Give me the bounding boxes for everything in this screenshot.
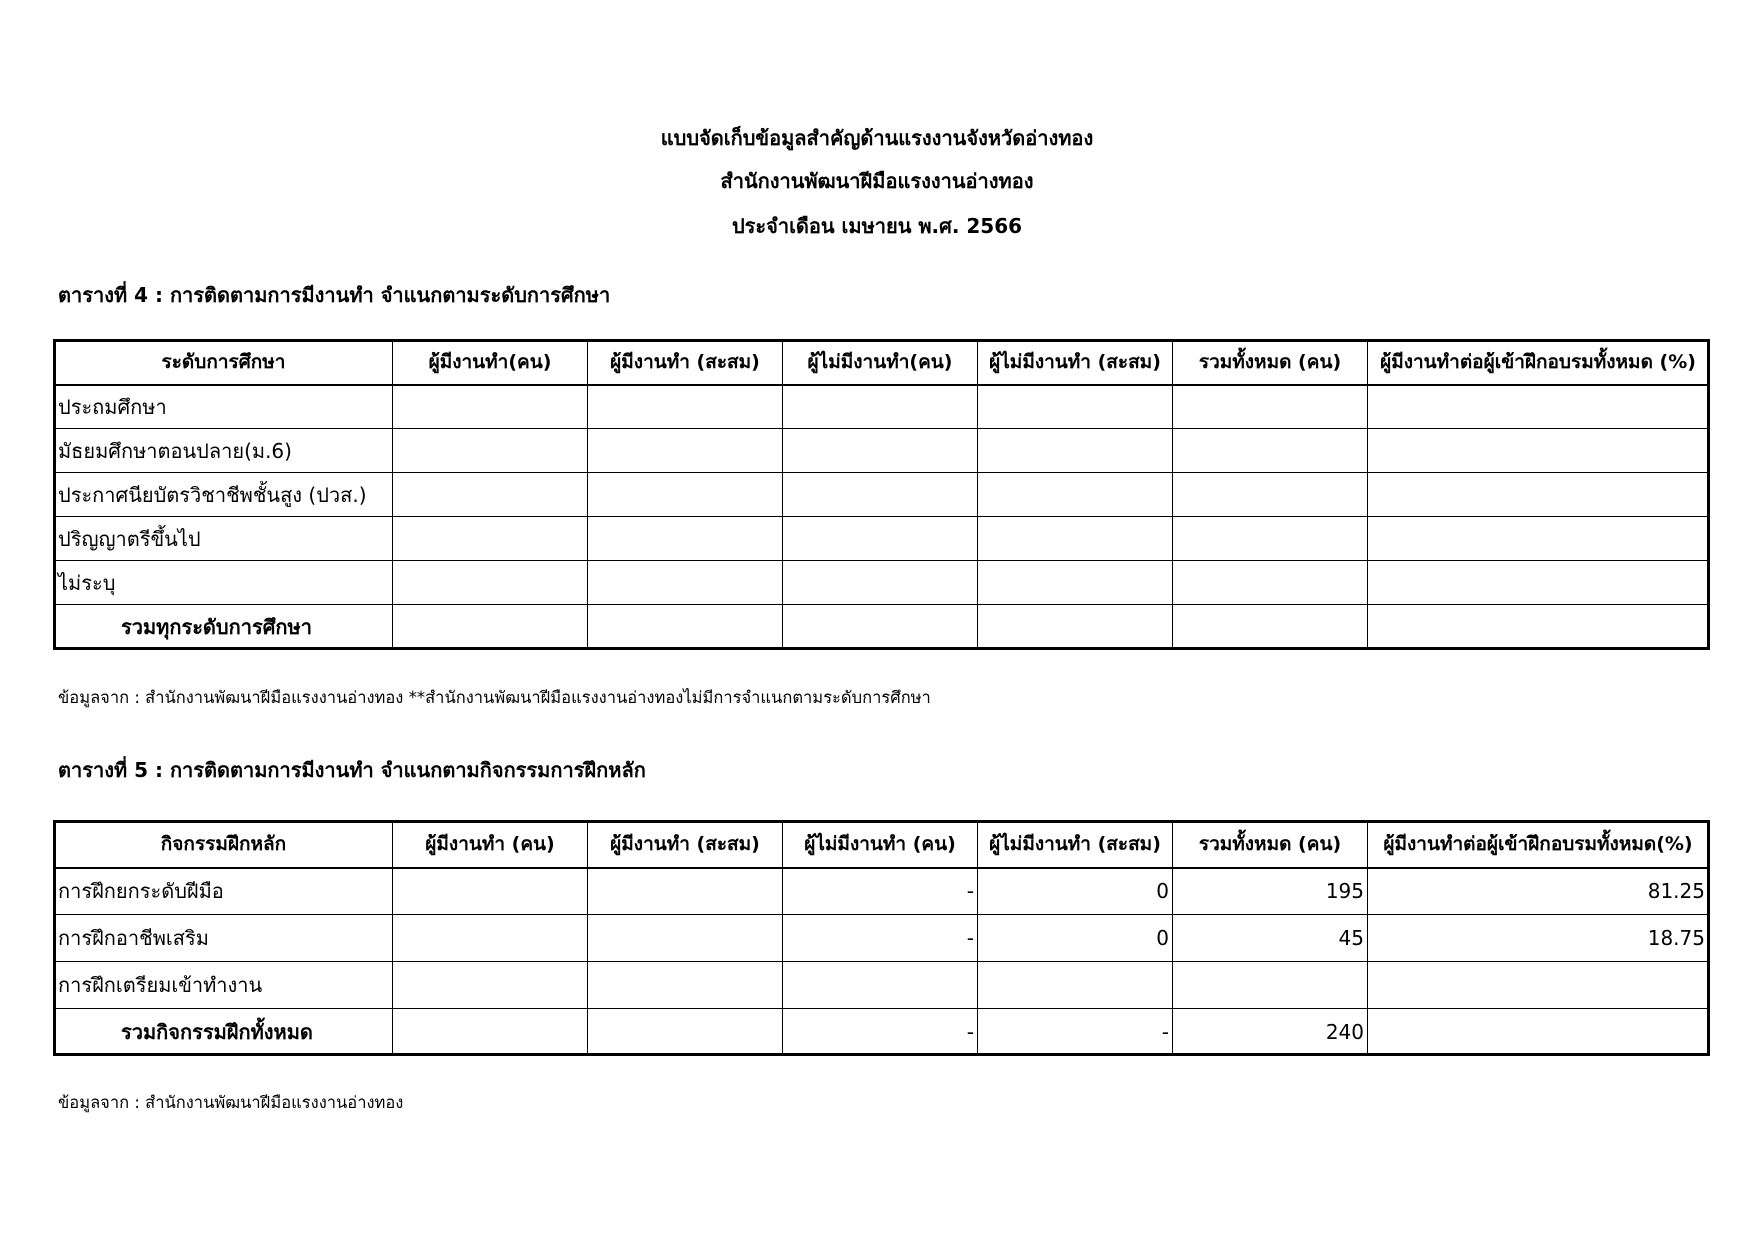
table-cell [978,473,1173,517]
document-title: แบบจัดเก็บข้อมูลสำคัญด้านแรงงานจังหวัดอ่างทอง [660,126,1094,150]
column-header: ระดับการศึกษา [55,341,393,385]
table-row [55,561,1709,605]
table-cell [393,385,588,429]
total-row-label: รวมกิจกรรมฝึกทั้งหมด [55,1009,393,1056]
row-label: การฝึกเตรียมเข้าทำงาน [55,962,393,1009]
table-cell: 81.25 [1368,868,1709,915]
table4-source-note: ข้อมูลจาก : สำนักงานพัฒนาฝีมือแรงงานอ่างทอง **สำนักงานพัฒนาฝีมือแรงงานอ่างทองไม่มีการจำแนกตามระดับการศึกษา [58,688,931,707]
table-cell [393,517,588,561]
column-header: ผู้ไม่มีงานทำ(คน) [783,341,978,385]
table5-title: ตารางที่ 5 : การติดตามการมีงานทำ จำแนกตามกิจกรรมการฝึกหลัก [58,758,646,782]
table-header-row [55,341,1709,385]
column-header: ผู้ไม่มีงานทำ (สะสม) [978,341,1173,385]
table-cell [1368,605,1709,649]
table-cell [588,1009,783,1056]
table-cell [588,473,783,517]
table-cell [588,517,783,561]
table-cell [1368,429,1709,473]
table-cell: - [783,1009,978,1056]
table-cell [588,962,783,1009]
organization-name: สำนักงานพัฒนาฝีมือแรงงานอ่างทอง [720,169,1034,193]
row-label: ปริญญาตรีขึ้นไป [55,517,393,561]
row-label: มัธยมศึกษาตอนปลาย(ม.6) [55,429,393,473]
table-cell [393,915,588,962]
column-header: ผู้มีงานทำ (คน) [393,822,588,868]
table-cell: 0 [978,868,1173,915]
column-header: รวมทั้งหมด (คน) [1173,341,1368,385]
table-cell [783,962,978,1009]
table-row [55,868,1709,915]
table-cell [588,605,783,649]
column-header: ผู้มีงานทำ (สะสม) [588,822,783,868]
table-total-row [55,605,1709,649]
table-cell [978,429,1173,473]
table-cell: 195 [1173,868,1368,915]
table-cell [393,962,588,1009]
table-cell [978,385,1173,429]
column-header: ผู้มีงานทำ (สะสม) [588,341,783,385]
table-cell [1173,385,1368,429]
table-cell: 45 [1173,915,1368,962]
column-header: กิจกรรมฝึกหลัก [55,822,393,868]
table-cell [393,473,588,517]
table-cell [1368,561,1709,605]
table-cell: - [783,915,978,962]
table-cell: 0 [978,915,1173,962]
table-cell [1368,962,1709,1009]
column-header: รวมทั้งหมด (คน) [1173,822,1368,868]
table-total-row [55,1009,1709,1056]
column-header: ผู้มีงานทำต่อผู้เข้าฝึกอบรมทั้งหมด (%) [1368,341,1709,385]
table-cell [393,1009,588,1056]
table-cell [588,868,783,915]
row-label: ประกาศนียบัตรวิชาชีพชั้นสูง (ปวส.) [55,473,393,517]
table-cell [393,605,588,649]
table-cell [978,605,1173,649]
table-cell [1173,561,1368,605]
table-cell [1173,429,1368,473]
table4-title: ตารางที่ 4 : การติดตามการมีงานทำ จำแนกตามระดับการศึกษา [58,283,611,307]
row-label: การฝึกยกระดับฝีมือ [55,868,393,915]
table-cell [1173,962,1368,1009]
table-cell [588,561,783,605]
table5-training-activity [54,821,1709,1056]
table-cell: 18.75 [1368,915,1709,962]
table-cell [783,473,978,517]
table-cell [588,915,783,962]
table4-education-level [54,340,1709,649]
table-cell [393,868,588,915]
table-cell: - [978,1009,1173,1056]
table-cell [783,385,978,429]
report-period: ประจำเดือน เมษายน พ.ศ. 2566 [731,214,1023,238]
row-label: ประถมศึกษา [55,385,393,429]
row-label: การฝึกอาชีพเสริม [55,915,393,962]
table-cell [1368,385,1709,429]
table-cell: 240 [1173,1009,1368,1056]
table-header-row [55,822,1709,868]
table-cell [393,561,588,605]
column-header: ผู้มีงานทำ(คน) [393,341,588,385]
table-cell [588,385,783,429]
table-cell [1173,517,1368,561]
table-cell [393,429,588,473]
table-row [55,429,1709,473]
table-row [55,385,1709,429]
table-cell [1368,473,1709,517]
table-cell [1173,605,1368,649]
table-cell [1368,517,1709,561]
column-header: ผู้ไม่มีงานทำ (คน) [783,822,978,868]
table-cell [1173,473,1368,517]
table-cell [783,517,978,561]
table-row [55,962,1709,1009]
table-row [55,473,1709,517]
table-cell [588,429,783,473]
column-header: ผู้มีงานทำต่อผู้เข้าฝึกอบรมทั้งหมด(%) [1368,822,1709,868]
total-row-label: รวมทุกระดับการศึกษา [55,605,393,649]
table-cell [978,517,1173,561]
table-cell [1368,1009,1709,1056]
table-cell [783,605,978,649]
table5-source-note: ข้อมูลจาก : สำนักงานพัฒนาฝีมือแรงงานอ่างทอง [58,1093,404,1112]
table-cell [978,561,1173,605]
table-cell [978,962,1173,1009]
table-cell [783,561,978,605]
table-row [55,915,1709,962]
row-label: ไม่ระบุ [55,561,393,605]
table-row [55,517,1709,561]
column-header: ผู้ไม่มีงานทำ (สะสม) [978,822,1173,868]
table-cell [783,429,978,473]
table-cell: - [783,868,978,915]
